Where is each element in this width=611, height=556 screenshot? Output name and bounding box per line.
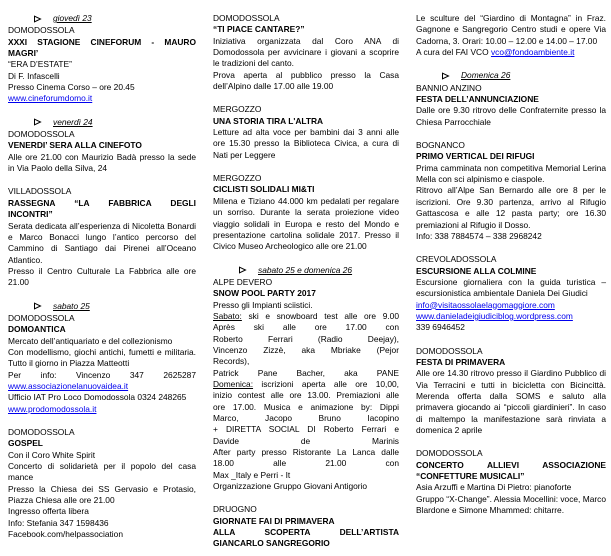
event-block bbox=[416, 346, 606, 437]
event-text-line: Dalle ore 9.30 ritrovo delle Confraternite presso la Chiesa Parrocchiale bbox=[416, 105, 606, 127]
event-text-line: + DIRETTA SOCIAL DI Roberto Ferrari e bbox=[213, 424, 399, 435]
event-text-line: Presso il Centro Culturale La Fabbrica alle ore 21.00 bbox=[8, 265, 196, 288]
event-text-line: Milena e Tiziano 44.000 km pedalati per regalare un sorriso. Durante la serata proiezione video viaggio solidali in Europa e resto del Mondo e presentazione cartolina solidale 2017. Presso il Civico Museo Archeologico alle ore 21.00 bbox=[213, 195, 399, 252]
event-title: MAGRI’ bbox=[8, 48, 39, 59]
event-block bbox=[213, 104, 399, 161]
event-text-line: Presso la Chiesa dei SS Gervasio e Protasio, Piazza Chiesa alle ore 21.00 bbox=[8, 483, 196, 506]
event-text-line: Mercato dell’antiquariato e del collezionismo bbox=[8, 335, 173, 346]
event-city: DOMODOSSOLA bbox=[213, 13, 280, 23]
event-block bbox=[416, 140, 606, 242]
event-link[interactable]: www.danieladeigiudiciblog.wordpress.com bbox=[416, 310, 573, 321]
event-title: XXXI STAGIONE CINEFORUM - MAURO bbox=[8, 36, 196, 47]
text-segment: iscrizioni aperta alle ore 10,00, bbox=[253, 378, 399, 389]
date-heading bbox=[416, 70, 606, 81]
event-title: RASSEGNA “LA FABBRICA DEGLI bbox=[8, 197, 196, 208]
event-block bbox=[213, 504, 399, 549]
event-title: GOSPEL bbox=[8, 438, 43, 449]
date-heading bbox=[8, 13, 196, 24]
date-heading bbox=[213, 265, 399, 276]
event-title: FESTA DELL’ANNUNCIAZIONE bbox=[416, 94, 539, 105]
event-block bbox=[213, 277, 399, 493]
arrow-bullet-icon bbox=[33, 118, 42, 126]
event-link[interactable]: info@visitaossolaelagomaggiore.com bbox=[416, 299, 555, 310]
event-city: VILLADOSSOLA bbox=[8, 186, 72, 197]
events-column-3 bbox=[416, 13, 606, 550]
event-link[interactable]: www.associazionelanuovaidea.it bbox=[8, 380, 129, 391]
event-text-line: 339 6946452 bbox=[416, 322, 465, 333]
arrow-bullet-icon bbox=[441, 72, 450, 80]
event-title: GIORNATE FAI DI PRIMAVERA bbox=[213, 515, 335, 526]
date-heading-label: sabato 25 e domenica 26 bbox=[258, 264, 353, 275]
event-city: BOGNANCO bbox=[416, 140, 465, 151]
event-text-line: Info: 338 7884574 – 338 2968242 bbox=[416, 230, 542, 241]
event-text-line: Roberto Ferrari (Radio Deejay), bbox=[213, 333, 399, 344]
event-text-line: Marco, Jacopo Bruno Iacopino bbox=[213, 413, 399, 423]
arrow-bullet-icon bbox=[33, 302, 42, 310]
event-title: “TI PIACE CANTARE?” bbox=[213, 24, 305, 35]
text-segment: ski e snowboard test alle ore 9.00 bbox=[241, 310, 399, 321]
event-text-line: Facebook.com/helpassociation bbox=[8, 529, 123, 540]
event-text-line: inizio contest alle ore 13.00. Premiazioni alle bbox=[213, 390, 399, 401]
event-text-line: Gruppo “X-Change”. Alessia Mocellini: voce, Marco Blardone e Simone Mhammed: chitarre. bbox=[416, 493, 606, 516]
event-text-line: Con il Coro White Spirit bbox=[8, 449, 96, 460]
event-title: FESTA DI PRIMAVERA bbox=[416, 356, 506, 367]
event-text-line: Letture ad alta voce per bambini dai 3 anni alle ore 15.30 presso la Biblioteca Civica, a cura di Nati per Leggere bbox=[213, 127, 399, 160]
event-city: DOMODOSSOLA bbox=[8, 427, 75, 437]
event-title: GIANCARLO SANGREGORIO bbox=[213, 538, 330, 549]
event-text-line: Ritrovo all’Alpe San Bernardo alle ore 8 per le iscrizioni. Ore 9.30 partenza, arrivo al Rifugio Gattascosa e alle 12 pasta party; ore 16.30 premiazioni al Rifugio il Dosso. bbox=[416, 185, 606, 230]
event-city: DOMODOSSOLA bbox=[8, 312, 75, 323]
event-text-line: Concerto di solidarietà per il popolo del casa mance bbox=[8, 461, 196, 483]
event-block bbox=[8, 186, 196, 288]
event-text-line: Asia Arzuffi e Martina Di Pietro: pianoforte bbox=[416, 482, 572, 493]
event-title: UNA STORIA TIRA L'ALTRA bbox=[213, 115, 324, 126]
event-title: DOMOANTICA bbox=[8, 324, 66, 335]
event-text-line: After party presso Ristorante La Lanca dalle bbox=[213, 447, 399, 458]
event-text-line bbox=[416, 47, 606, 58]
event-title: PRIMO VERTICAL DEI RIFUGI bbox=[416, 151, 535, 162]
event-city: DOMODOSSOLA bbox=[416, 345, 483, 356]
event-text-line: Le sculture del “Giardino di Montagna” in Fraz. Gagnone e Sangregorio Centro studi e opere Via Cadorna, 3. Orari: 10.00 – 12.00 e 14.00 – 17.00 bbox=[416, 13, 606, 46]
event-text-line: Max _Italy e Perri - It bbox=[213, 469, 291, 480]
event-block bbox=[8, 313, 196, 415]
event-block bbox=[416, 448, 606, 516]
event-block bbox=[416, 83, 606, 128]
event-title: SNOW POOL PARTY 2017 bbox=[213, 288, 316, 299]
date-heading-label: giovedì 23 bbox=[53, 13, 92, 23]
event-title: ESCURSIONE ALLA COLMINE bbox=[416, 265, 537, 276]
event-city: DOMODOSSOLA bbox=[416, 448, 483, 459]
event-text-line: Prima camminata non competitiva Memorial Lerina Mella con sci alpinismo e ciaspole. bbox=[416, 162, 606, 185]
event-city: MERGOZZO bbox=[213, 104, 262, 115]
event-text-line: Presso Cinema Corso – ore 20.45 bbox=[8, 82, 135, 93]
text-segment: Sabato: bbox=[213, 310, 242, 321]
date-heading-label: venerdì 24 bbox=[53, 116, 93, 127]
event-title: INCONTRI” bbox=[8, 209, 53, 220]
event-text-line: 18.00 alle 21.00 con bbox=[213, 458, 399, 469]
event-city: DOMODOSSOLA bbox=[8, 25, 75, 36]
event-city: MERGOZZO bbox=[213, 173, 262, 184]
event-text-line: Patrick Pane Bacher, aka PANE bbox=[213, 367, 399, 378]
event-block bbox=[416, 254, 606, 333]
date-heading-label: sabato 25 bbox=[53, 300, 90, 311]
event-text-line: Ufficio IAT Pro Loco Domodossola 0324 248265 bbox=[8, 392, 187, 403]
events-column-1 bbox=[8, 13, 196, 550]
event-text-line: Prova aperta al pubblico presso la Casa dell’Alpino dalle 17.00 alle 19.00 bbox=[213, 69, 399, 92]
event-text-line: ore 17.00. Musica e animazione by: Dippi bbox=[213, 401, 399, 412]
event-text-line: Presso gli Impianti sciistici. bbox=[213, 299, 313, 310]
event-title: ALLA SCOPERTA DELL’ARTISTA bbox=[213, 527, 399, 538]
event-block bbox=[416, 13, 606, 58]
date-heading-label: Domenica 26 bbox=[461, 70, 511, 81]
events-column-2 bbox=[213, 13, 399, 550]
event-block bbox=[8, 129, 196, 174]
event-link[interactable]: www.cineforumdomo.it bbox=[8, 93, 93, 104]
event-text-line bbox=[213, 379, 399, 390]
event-text-line: Con modellismo, giochi antichi, fumetti e militaria. Tutto il giorno in Piazza Matteotti bbox=[8, 346, 196, 369]
arrow-bullet-icon bbox=[238, 266, 247, 274]
event-text-line: Serata dedicata all’esperienza di Nicoletta Bonardi e Marco Bonacci lungo l’antico percorso del Cammino di Santiago dai Pirenei all’Oceano Atlantico. bbox=[8, 220, 196, 265]
event-text-line: Ingresso offerta libera bbox=[8, 506, 89, 517]
event-text-line: Alle ore 14.30 ritrovo presso il Giardino Pubblico di Via Terracini e tutti in bicicletta con Bicincittà. Merenda offerta dalla SOMS e saluto alla primavera giocando ai “piccoli giardinieri”. In caso di maltempo la manifestazione sarà rinviata a domenica 2 aprile bbox=[416, 368, 606, 435]
event-text-line: “ERA D’ESTATE” bbox=[8, 59, 72, 70]
event-title: VENERDI’ SERA ALLA CINEFOTO bbox=[8, 140, 142, 151]
event-text-line bbox=[213, 311, 399, 322]
event-text-line: Di F. Infascelli bbox=[8, 70, 60, 81]
event-text-line: Info: Stefania 347 1598436 bbox=[8, 517, 109, 528]
event-text-line: Organizzazione Gruppo Giovani Antigorio bbox=[213, 481, 368, 492]
event-block bbox=[213, 13, 399, 92]
event-link[interactable]: www.prodomodossola.it bbox=[8, 403, 97, 414]
date-heading bbox=[8, 301, 196, 312]
event-city: BANNIO ANZINO bbox=[416, 82, 482, 93]
event-text-line: Après ski alle ore 17.00 con bbox=[213, 322, 399, 333]
event-block bbox=[8, 25, 196, 104]
event-city: DRUOGNO bbox=[213, 504, 257, 515]
event-title: CONCERTO ALLIEVI ASSOCIAZIONE bbox=[416, 459, 606, 470]
event-block bbox=[8, 427, 196, 540]
event-text-line: Iniziativa organizzata dal Coro ANA di Domodossola per avvicinare i giovani a scoprire le tradizioni del canto. bbox=[213, 35, 399, 69]
event-text-line: Escursione giornaliera con la guida turistica – escursionistica ambientale Daniela Dei Giudici bbox=[416, 276, 606, 299]
text-segment: A cura del FAI VCO bbox=[416, 47, 491, 58]
event-text-line: Alle ore 21.00 con Maurizio Badà presso la sede in Via Paolo della Silva, 24 bbox=[8, 151, 196, 174]
event-title: “CONFETTURE MUSICALI” bbox=[416, 471, 525, 482]
event-city: DOMODOSSOLA bbox=[8, 129, 75, 140]
arrow-bullet-icon bbox=[33, 15, 42, 23]
event-block bbox=[213, 173, 399, 252]
text-segment: Domenica: bbox=[213, 378, 254, 389]
date-heading bbox=[8, 117, 196, 128]
event-text-line: Vincenzo Zizzè, aka Mbriake (Pejor bbox=[213, 344, 399, 355]
event-city: ALPE DEVERO bbox=[213, 276, 273, 287]
event-title: CICLISTI SOLIDALI MI&TI bbox=[213, 184, 315, 195]
event-city: CREVOLADOSSOLA bbox=[416, 254, 497, 265]
event-text-line: Davide de Marinis bbox=[213, 435, 399, 446]
event-text-line: Per info: Vincenzo 347 2625287 bbox=[8, 369, 196, 380]
event-link[interactable]: vco@fondoambiente.it bbox=[490, 47, 575, 58]
event-text-line: Records), bbox=[213, 356, 250, 367]
